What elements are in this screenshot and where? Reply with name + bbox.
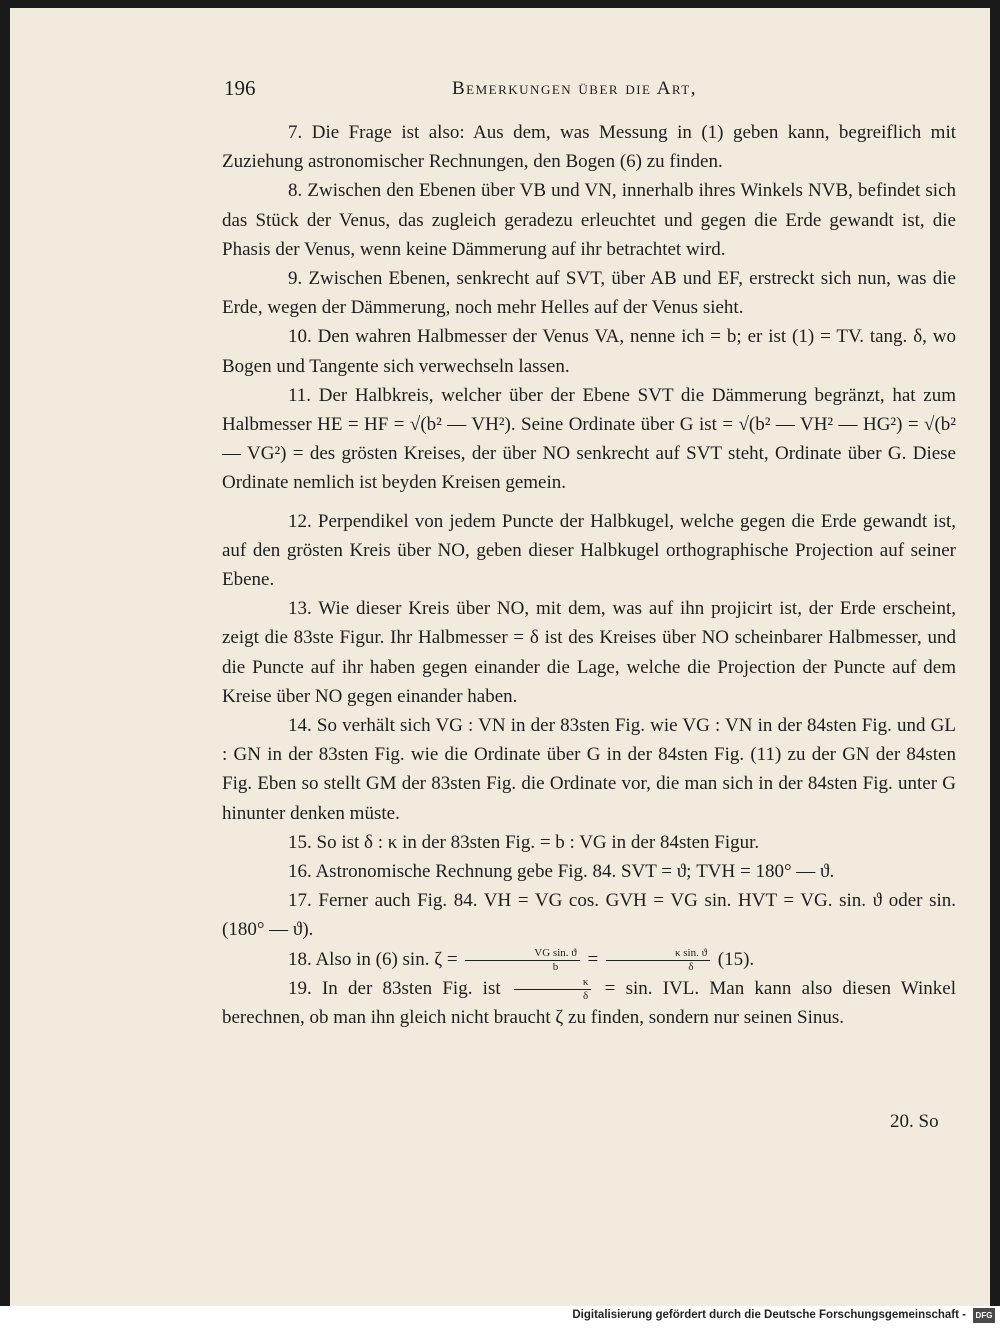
paragraph-14: 14. So verhält sich VG : VN in der 83sten Fig. wie VG : VN in der 84sten Fig. und GL : GN in der 83sten Fig. wie die Ordinate über G in der 84sten Fig. (11) zu der GN der 84sten Fig. Eben so stellt GM der 83sten Fig. die Ordinate vor, die man sich in der 84sten Fig. unter G hinunter denken müste.	[222, 715, 956, 824]
body-text	[222, 118, 956, 1032]
paragraph-19: 19. In der 83sten Fig. ist $\frac{\kappa}{\delta}$ = sin. IVL. Man kann also diesen Winkel berechnen, ob man ihn gleich nicht braucht ζ zu finden, sondern nur seinen Sinus.	[222, 976, 957, 1029]
paragraph-16: 16. Astronomische Rechnung gebe Fig. 84. SVT = ϑ; TVH = 180° — ϑ.	[288, 861, 835, 883]
page-number: 196	[224, 76, 256, 100]
paragraph-8: 8. Zwischen den Ebenen über VB und VN, innerhalb ihres Winkels NVB, befindet sich das Stück der Venus, das zugleich geradezu erleuchtet und gegen die Erde gewandt ist, die Phasis der Venus, wenn keine Dämmerung auf ihr betrachtet wird.	[222, 180, 957, 260]
fraction-kappa-over-delta: $\frac{\kappa}{\delta}$	[514, 976, 592, 1003]
footer-credit: Digitalisierung gefördert durch die Deutsche Forschungsgemeinschaft -	[572, 1309, 966, 1321]
catchword: 20. So	[890, 1111, 939, 1132]
paragraph-7: 7. Die Frage ist also: Aus dem, was Messung in (1) geben kann, begreiflich mit Zuziehung astronomischer Rechnungen, den Bogen (6) zu finden.	[222, 122, 956, 173]
running-title: Bemerkungen über die Art,	[452, 78, 697, 99]
paragraph-15: 15. So ist δ : κ in der 83sten Fig. = b : VG in der 84sten Figur.	[288, 831, 760, 853]
paragraph-11: 11. Der Halbkreis, welcher über der Ebene SVT die Dämmerung begränzt, hat zum Halbmesser HE = HF = √(b² — VH²). Seine Ordinate über G ist = √(b² — VH² — HG²) = √(b² — VG²) = des grösten Kreises, der über NO senkrecht auf SVT steht, Ordinate über G. Diese Ordinate nemlich ist beyden Kreisen gemein.	[222, 384, 957, 494]
paragraph-9: 9. Zwischen Ebenen, senkrecht auf SVT, über AB und EF, erstreckt sich nun, was die Erde, wegen der Dämmerung, noch mehr Helles auf der Venus sieht.	[222, 268, 956, 319]
paragraph-13: 13. Wie dieser Kreis über NO, mit dem, was auf ihn projicirt ist, der Erde erscheint, zeigt die 83ste Figur. Ihr Halbmesser = δ ist des Kreises über NO scheinbarer Halbmesser, und die Puncte auf ihr haben gegen einander die Lage, welche die Projection der Puncte auf dem Kreise über NO gegen einander haben.	[222, 598, 956, 707]
paragraph-10: 10. Den wahren Halbmesser der Venus VA, nenne ich = b; er ist (1) = TV. tang. δ, wo Bogen und Tangente sich verwechseln lassen.	[222, 326, 956, 377]
fraction-kappa-sin-theta-over-delta: $\frac{\text{κ sin. ϑ}}{\delta}$	[606, 947, 710, 974]
paragraph-12: 12. Perpendikel von jedem Puncte der Halbkugel, welche gegen die Erde gewandt ist, auf den grösten Kreis über NO, geben dieser Halbkugel orthographische Projection auf seiner Ebene.	[222, 510, 957, 591]
paragraph-17: 17. Ferner auch Fig. 84. VH = VG cos. GVH = VG sin. HVT = VG. sin. ϑ oder sin. (180° — ϑ).	[222, 890, 956, 941]
dfg-logo: DFG	[973, 1308, 995, 1323]
paragraph-18: 18. Also in (6) sin. ζ = $\frac{\text{VG sin. ϑ}}{b}$ = $\frac{\text{κ sin. ϑ}}{\delta}$ (15).	[288, 946, 755, 973]
fraction-vg-sin-theta-over-b: $\frac{\text{VG sin. ϑ}}{b}$	[465, 947, 579, 974]
footer-bar	[0, 1306, 1000, 1328]
